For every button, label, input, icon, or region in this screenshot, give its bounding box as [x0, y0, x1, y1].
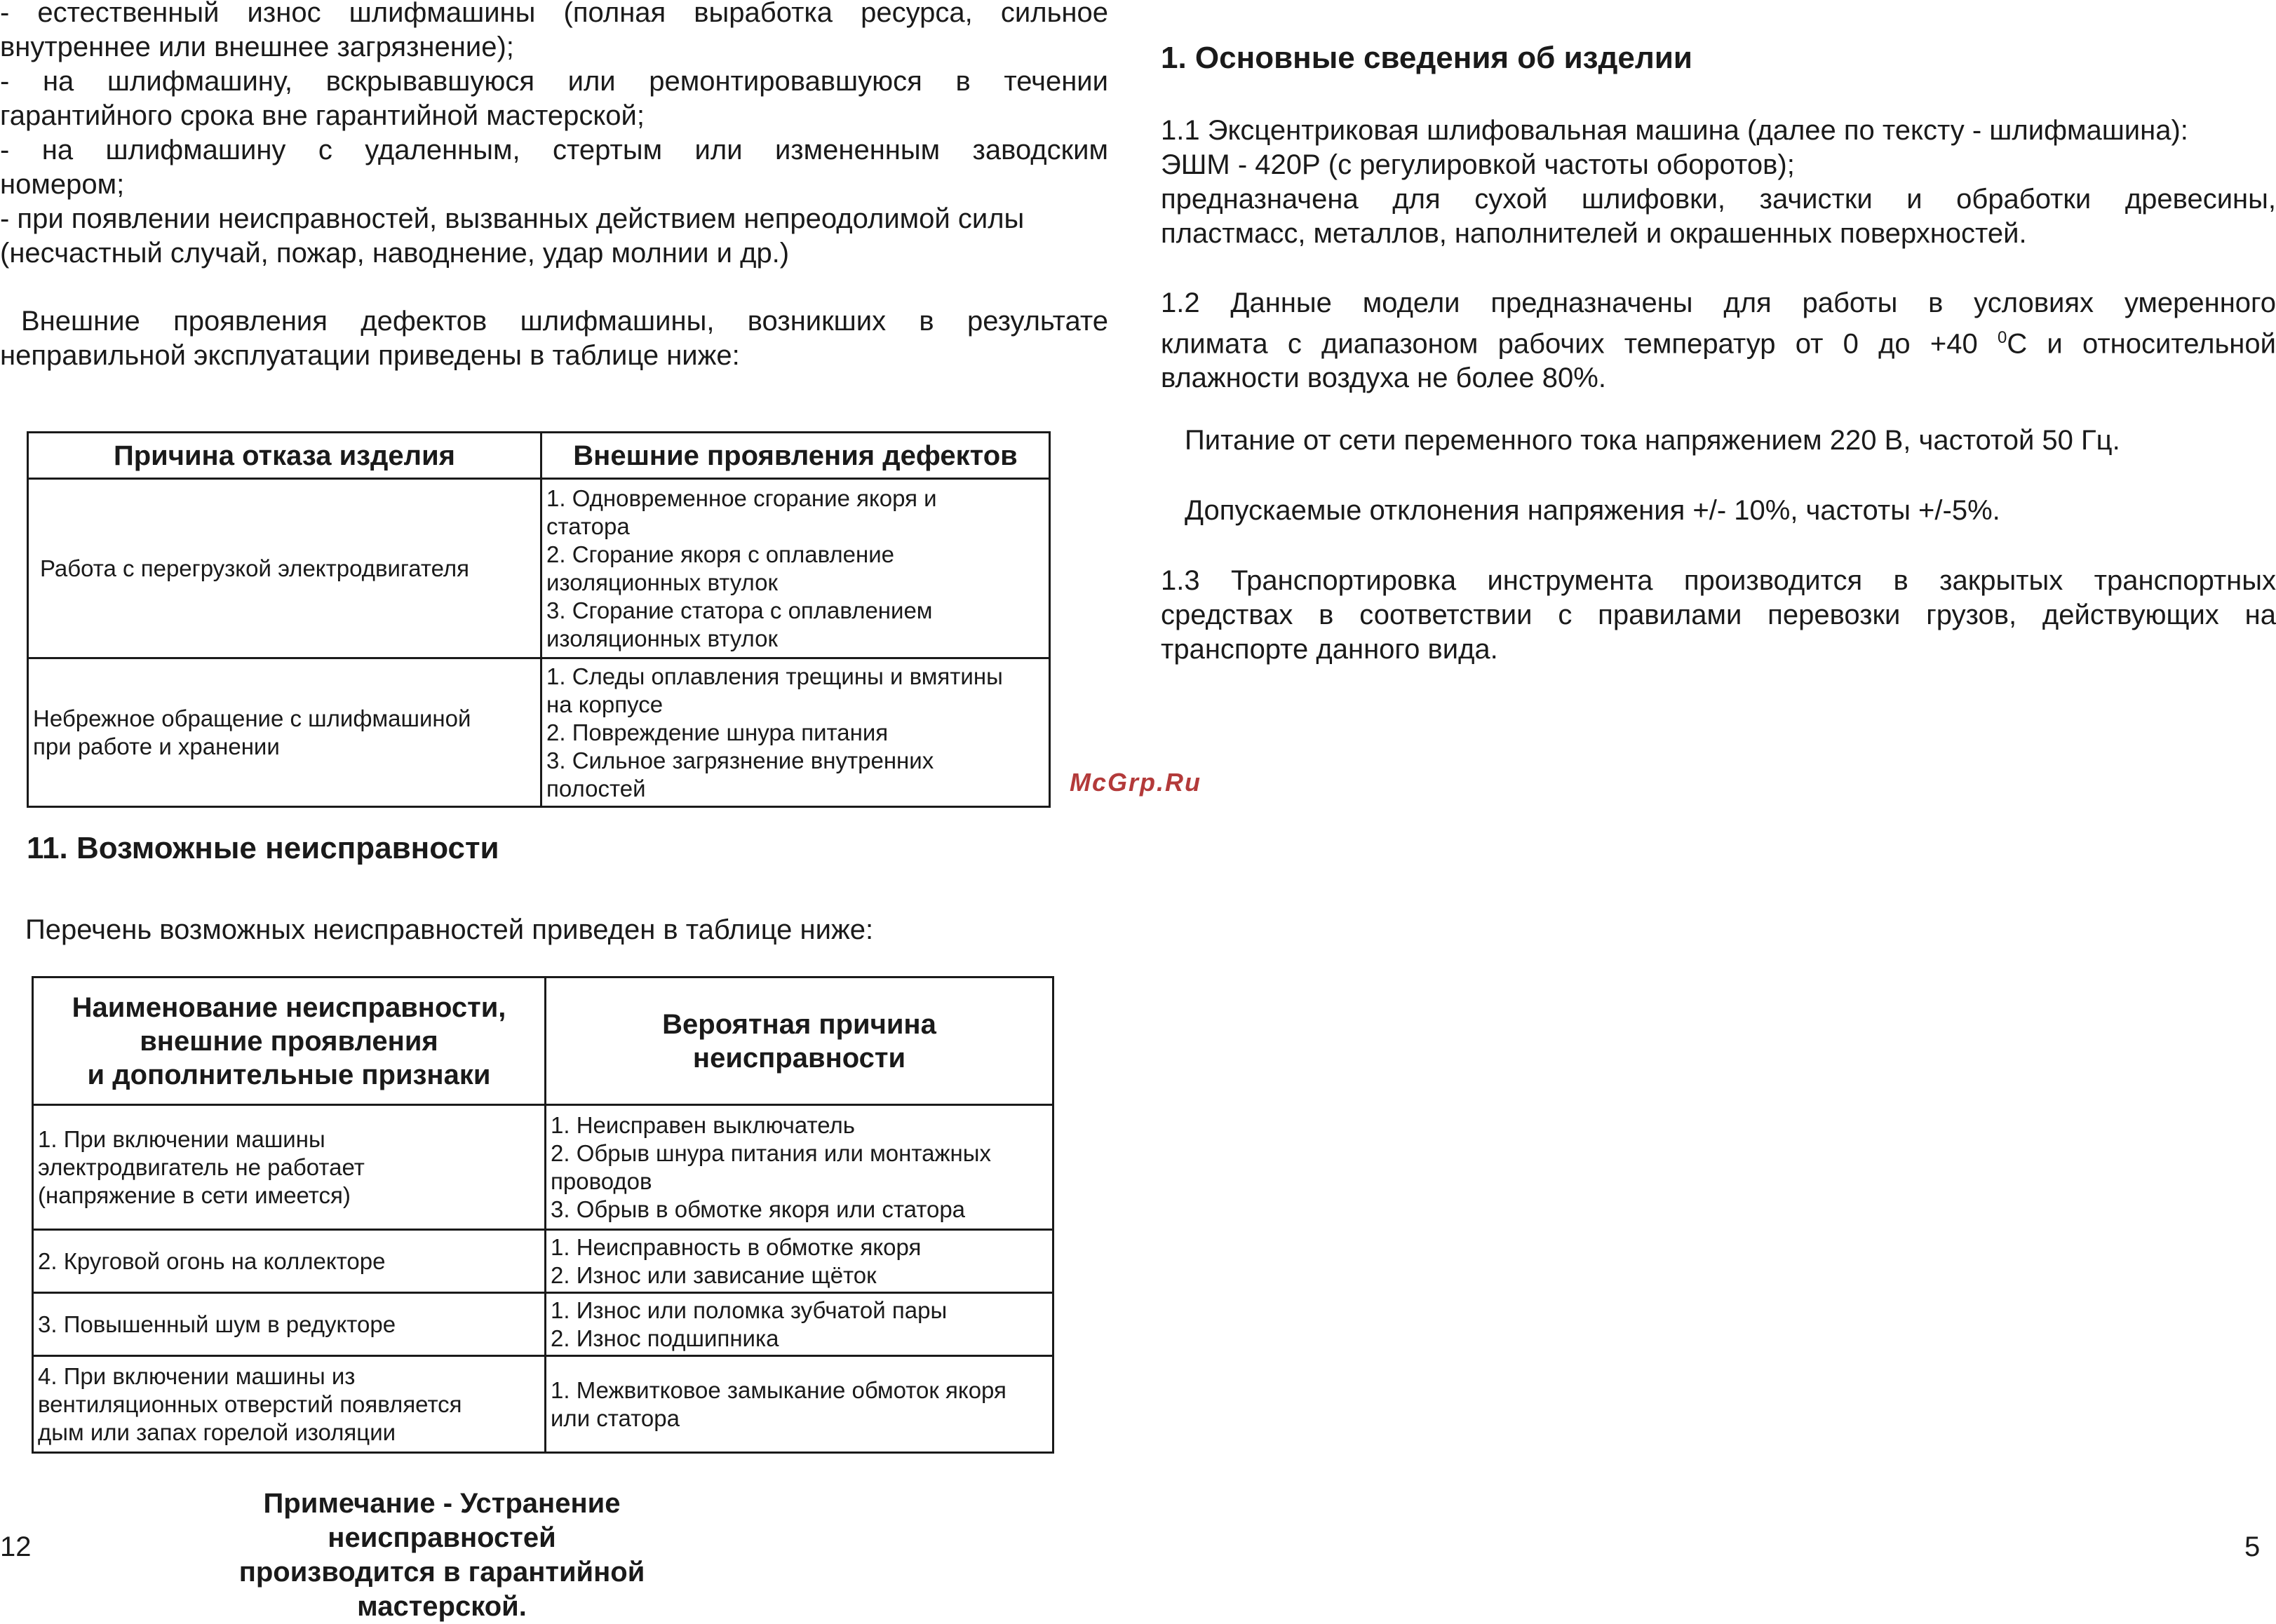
section-11-title: 11. Возможные неисправности	[27, 831, 499, 865]
note-line: производится в гарантийной мастерской.	[238, 1557, 645, 1622]
paragraph-1-3	[1161, 564, 2276, 667]
degree-mark: 0	[1997, 328, 2007, 347]
tolerance-spec: Допускаемые отклонения напряжения +/- 10%, частоты +/-5%.	[1185, 495, 2000, 526]
table-row	[33, 1105, 1053, 1230]
warranty-exclusions	[0, 0, 1108, 271]
faults-intro: Перечень возможных неисправностей приведен в таблице ниже:	[25, 914, 874, 945]
para-line: средствах в соответствии с правилами перевозки грузов, действующих на	[1161, 600, 2276, 630]
cell-text: 1. При включении машины	[38, 1125, 325, 1152]
page-number-right: 5	[2244, 1531, 2261, 1562]
cell-text: изоляционных втулок	[546, 569, 778, 595]
paragraph-1-2	[1161, 286, 2276, 395]
defects-intro	[0, 304, 1108, 373]
table-row	[33, 1230, 1053, 1293]
para-line: 1.1 Эксцентриковая шлифовальная машина (далее по тексту - шлифмашина):	[1161, 115, 2188, 146]
defect-cause	[28, 658, 541, 807]
cell-text: 3. Повышенный шум в редукторе	[38, 1311, 396, 1337]
defects-header-cause: Причина отказа изделия	[28, 433, 541, 479]
cell-text: при работе и хранении	[33, 733, 280, 759]
watermark-logo: McGrp.Ru	[1070, 768, 1202, 797]
cell-text: 2. Повреждение шнура питания	[546, 719, 889, 745]
header-text: внешние проявления	[140, 1025, 438, 1057]
para-line: пластмасс, металлов, наполнителей и окрашенных поверхностей.	[1161, 218, 2027, 249]
note-line: Примечание - Устранение неисправностей	[263, 1488, 621, 1553]
header-text: Вероятная причина	[662, 1008, 936, 1040]
cell-text: 1. Неисправность в обмотке якоря	[551, 1233, 922, 1260]
repair-note	[189, 1487, 694, 1624]
header-text: и дополнительные признаки	[87, 1059, 491, 1090]
page-number-left: 12	[0, 1531, 32, 1562]
cell-text: 1. Межвитковое замыкание обмоток якоря	[551, 1376, 1006, 1403]
para-text: С и относительной	[2007, 328, 2276, 360]
exclusion-line: гарантийного срока вне гарантийной мастерской;	[0, 100, 645, 131]
table-row	[33, 1293, 1053, 1356]
table-row	[33, 1356, 1053, 1453]
header-text: Наименование неисправности,	[72, 992, 506, 1023]
cell-text: 2. Износ или зависание щёток	[551, 1261, 877, 1288]
fault-cause	[546, 1356, 1053, 1453]
cell-text: 4. При включении машины из	[38, 1362, 356, 1389]
para-line: 1.3 Транспортировка инструмента производится в закрытых транспортных	[1161, 565, 2276, 596]
cell-text: 2. Сгорание якоря с оплавление	[546, 541, 895, 567]
power-spec: Питание от сети переменного тока напряжением 220 В, частотой 50 Гц.	[1185, 425, 2120, 456]
exclusion-line: - на шлифмашину, вскрывавшуюся или ремонтировавшуюся в течении	[0, 66, 1108, 97]
cell-text: 1. Износ или поломка зубчатой пары	[551, 1297, 948, 1323]
para-line: влажности воздуха не более 80%.	[1161, 363, 1606, 394]
cell-text: (напряжение в сети имеется)	[38, 1182, 351, 1208]
faults-header-name	[33, 977, 546, 1105]
cell-text: вентиляционных отверстий появляется	[38, 1390, 462, 1417]
cell-text: 1. Неисправен выключатель	[551, 1111, 855, 1138]
cell-text: 1. Одновременное сгорание якоря и	[546, 485, 937, 511]
cell-text: полостей	[546, 775, 646, 801]
fault-cause	[546, 1105, 1053, 1230]
defect-effects	[541, 479, 1050, 658]
cell-text: 3. Сгорание статора с оплавлением	[546, 597, 933, 623]
fault-name	[33, 1105, 546, 1230]
exclusion-line: - на шлифмашину с удаленным, стертым или измененным заводским	[0, 135, 1108, 165]
defects-intro-line: неправильной эксплуатации приведены в таблице ниже:	[0, 340, 740, 371]
exclusion-line: (несчастный случай, пожар, наводнение, удар молнии и др.)	[0, 238, 790, 269]
cell-text: на корпусе	[546, 691, 664, 717]
exclusion-line: - при появлении неисправностей, вызванных действием непреодолимой силы	[0, 203, 1025, 234]
cell-text: электродвигатель не работает	[38, 1153, 365, 1180]
cell-text: 3. Обрыв в обмотке якоря или статора	[551, 1196, 966, 1222]
defects-intro-line: Внешние проявления дефектов шлифмашины, возникших в результате	[21, 306, 1108, 337]
faults-header-cause	[546, 977, 1053, 1105]
cell-text: 1. Следы оплавления трещины и вмятины	[546, 663, 1003, 689]
cell-text: дым или запах горелой изоляции	[38, 1419, 396, 1445]
exclusion-line: номером;	[0, 169, 125, 200]
exclusion-line: - естественный износ шлифмашины (полная выработка ресурса, сильное	[0, 0, 1108, 28]
defects-header-effects: Внешние проявления дефектов	[541, 433, 1050, 479]
fault-cause	[546, 1230, 1053, 1293]
fault-name	[33, 1293, 546, 1356]
cell-text: Работа с перегрузкой электродвигателя	[40, 555, 469, 581]
defects-table	[27, 431, 1051, 808]
cell-text: изоляционных втулок	[546, 625, 778, 651]
fault-name	[33, 1356, 546, 1453]
para-text: климата с диапазоном рабочих температур от 0 до +40	[1161, 328, 1998, 360]
cell-text: 2. Обрыв шнура питания или монтажных	[551, 1139, 991, 1166]
exclusion-line: внутреннее или внешнее загрязнение);	[0, 32, 514, 62]
cell-text: 2. Износ подшипника	[551, 1325, 779, 1351]
para-line: ЭШМ - 420Р (с регулировкой частоты оборотов);	[1161, 149, 1795, 180]
para-line	[1161, 320, 2276, 361]
fault-cause	[546, 1293, 1053, 1356]
table-row	[28, 658, 1050, 807]
para-line: 1.2 Данные модели предназначены для работы в условиях умеренного	[1161, 287, 2276, 318]
defect-cause	[28, 479, 541, 658]
cell-text: 3. Сильное загрязнение внутренних	[546, 747, 934, 773]
table-row	[28, 479, 1050, 658]
defect-effects	[541, 658, 1050, 807]
faults-table	[32, 976, 1054, 1454]
para-line: транспорте данного вида.	[1161, 634, 1498, 665]
para-line: предназначена для сухой шлифовки, зачистки и обработки древесины,	[1161, 184, 2276, 215]
cell-text: 2. Круговой огонь на коллекторе	[38, 1247, 386, 1274]
paragraph-1-1	[1161, 114, 2276, 251]
cell-text: статора	[546, 513, 630, 539]
cell-text: или статора	[551, 1405, 680, 1431]
header-text: неисправности	[692, 1042, 906, 1074]
fault-name	[33, 1230, 546, 1293]
cell-text: Небрежное обращение с шлифмашиной	[33, 705, 471, 731]
cell-text: проводов	[551, 1168, 652, 1194]
section-1-title: 1. Основные сведения об изделии	[1161, 41, 1692, 75]
